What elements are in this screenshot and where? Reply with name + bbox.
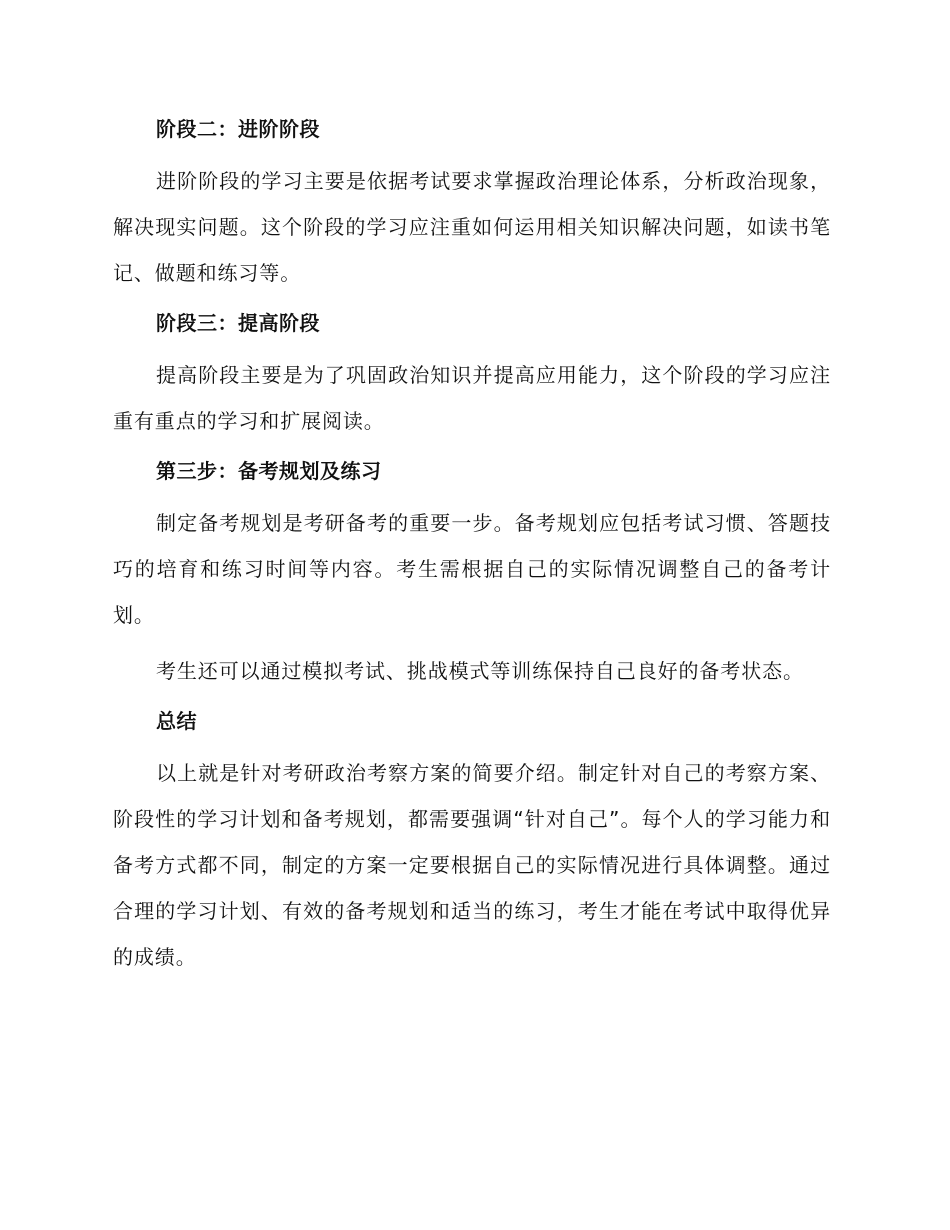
paragraph-step-three-practice: 考生还可以通过模拟考试、挑战模式等训练保持自己良好的备考状态。	[156, 659, 804, 683]
paragraph-step-three-plan: 制定备考规划是考研备考的重要一步。备考规划应包括考试习惯、答题技巧的培育和练习时间等内容。考生需根据自己的实际情况调整自己的备考计划。	[113, 511, 831, 627]
section-heading-summary: 总结	[156, 709, 197, 733]
section-heading-stage-two: 阶段二：进阶阶段	[156, 117, 320, 141]
paragraph-stage-two: 进阶阶段的学习主要是依据考试要求掌握政治理论体系，分析政治现象，解决现实问题。这个阶段的学习应注重如何运用相关知识解决问题，如读书笔记、做题和练习等。	[113, 169, 831, 285]
section-heading-step-three: 第三步：备考规划及练习	[156, 459, 382, 483]
paragraph-stage-three: 提高阶段主要是为了巩固政治知识并提高应用能力，这个阶段的学习应注重有重点的学习和扩展阅读。	[113, 363, 831, 433]
section-heading-stage-three: 阶段三：提高阶段	[156, 311, 320, 335]
document-body	[113, 112, 831, 990]
paragraph-summary: 以上就是针对考研政治考察方案的简要介绍。制定针对自己的考察方案、阶段性的学习计划和备考规划，都需要强调“针对自己”。每个人的学习能力和备考方式都不同，制定的方案一定要根据自己的实际情况进行具体调整。通过合理的学习计划、有效的备考规划和适当的练习，考生才能在考试中取得优异的成绩。	[113, 761, 831, 969]
